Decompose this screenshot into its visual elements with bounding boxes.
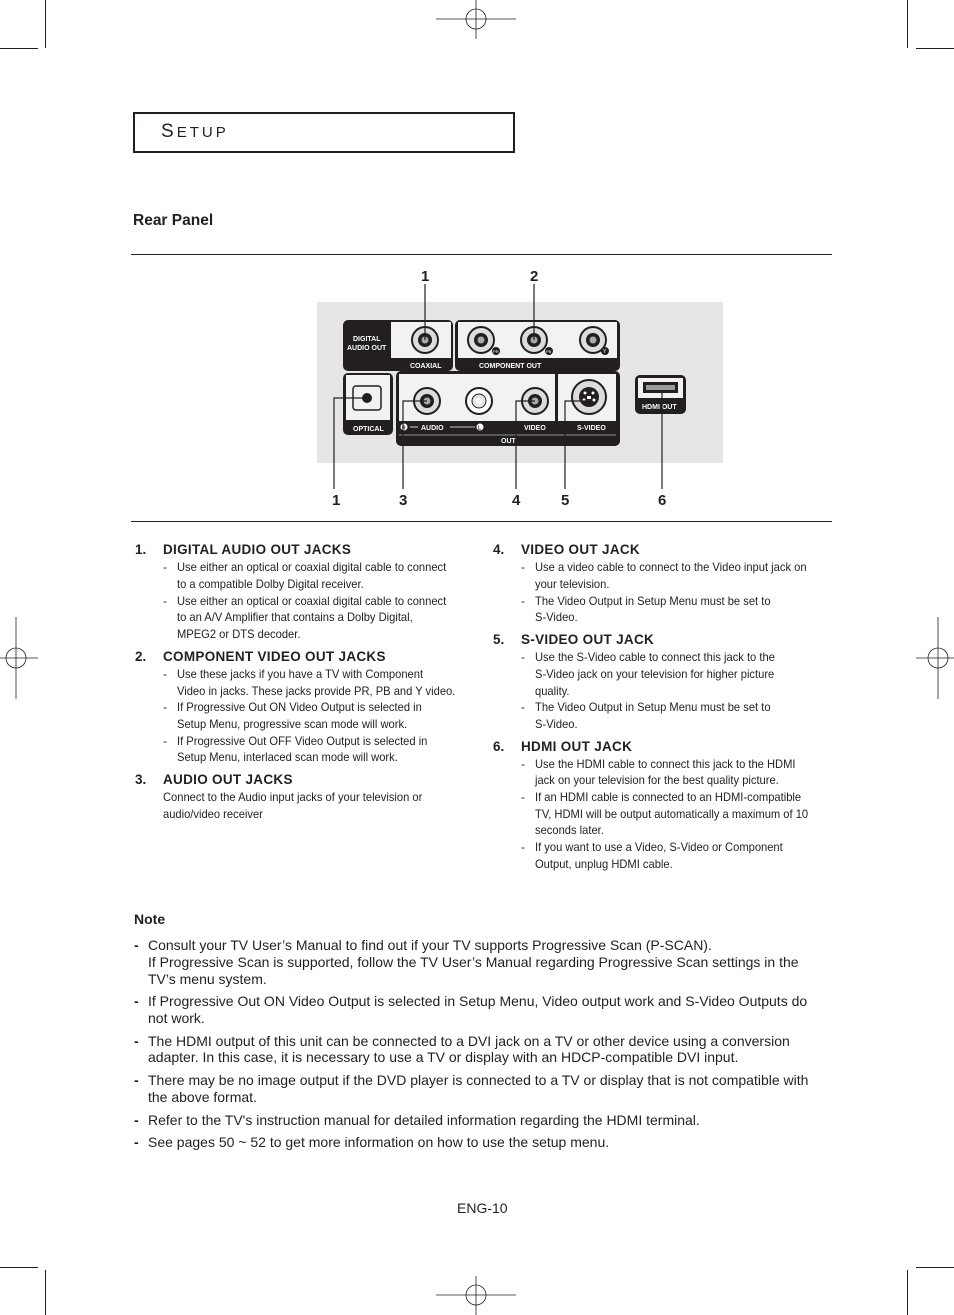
note-line: If Progressive Scan is supported, follow the TV User’s Manual regarding Progressive Scan settings in the — [148, 954, 799, 970]
divider — [131, 254, 832, 255]
note-line: not work. — [148, 1010, 205, 1026]
item-line: your television. — [535, 577, 610, 591]
item-line: Use a video cable to connect to the Video input jack on — [535, 560, 807, 574]
item-line: MPEG2 or DTS decoder. — [177, 627, 301, 641]
coaxial-label: COAXIAL — [410, 363, 442, 370]
item-line: Use either an optical or coaxial digital cable to connect — [177, 560, 447, 574]
item-title: HDMI OUT JACK — [521, 739, 633, 754]
item-line: Connect to the Audio input jacks of your television or — [163, 790, 423, 804]
bullet-dash: - — [521, 650, 525, 664]
registration-mark — [434, 1276, 518, 1315]
note-title: Note — [134, 911, 166, 927]
rear-panel-diagram — [300, 262, 740, 514]
item-line: seconds later. — [535, 823, 604, 837]
bullet-dash: - — [134, 937, 139, 953]
divider — [131, 521, 832, 522]
hdmi-out-label: HDMI OUT — [642, 404, 677, 411]
item-number: 1. — [135, 542, 147, 557]
bullet-dash: - — [163, 560, 167, 574]
note-line: Refer to the TV's instruction manual for detailed information regarding the HDMI terminal. — [148, 1112, 700, 1128]
item-line: Setup Menu, interlaced scan mode will work. — [177, 750, 398, 764]
bullet-dash: - — [521, 790, 525, 804]
callout-number: 1 — [332, 492, 341, 509]
item-line: S-Video. — [535, 610, 578, 624]
crop-mark — [916, 48, 954, 49]
item-title: VIDEO OUT JACK — [521, 542, 640, 557]
s-video-label: S-VIDEO — [577, 425, 606, 432]
r-marker: R — [402, 425, 406, 432]
item-line: S-Video. — [535, 717, 578, 731]
item-title: AUDIO OUT JACKS — [163, 772, 293, 787]
bullet-dash: - — [521, 700, 525, 714]
digital-audio-label: AUDIO OUT — [347, 345, 387, 352]
note-line: The HDMI output of this unit can be connected to a DVI jack on a TV or other device using a conversion — [148, 1033, 790, 1049]
item-line: TV, HDMI will be output automatically a maximum of 10 — [535, 807, 809, 821]
item-title: S-VIDEO OUT JACK — [521, 632, 655, 647]
bullet-dash: - — [134, 1072, 139, 1088]
item-line: Use the S-Video cable to connect this jack to the — [535, 650, 775, 664]
callout-number: 6 — [658, 492, 667, 509]
bullet-dash: - — [134, 993, 139, 1009]
video-label: VIDEO — [524, 425, 546, 432]
item-line: to an A/V Amplifier that contains a Dolby Digital, — [177, 610, 413, 624]
page-title: Rear Panel — [133, 212, 214, 229]
item-number: 4. — [493, 542, 505, 557]
item-line: jack on your television for the best quality picture. — [535, 773, 779, 787]
note-line: Consult your TV User’s Manual to find out if your TV supports Progressive Scan (P-SCAN). — [148, 937, 712, 953]
registration-mark — [434, 0, 518, 40]
bullet-dash: - — [521, 840, 525, 854]
bullet-dash: - — [134, 1033, 139, 1049]
crop-mark — [916, 1267, 954, 1268]
callout-number: 4 — [512, 492, 521, 509]
item-number: 5. — [493, 632, 505, 647]
item-line: to a compatible Dolby Digital receiver. — [177, 577, 364, 591]
item-line: Use the HDMI cable to connect this jack to the HDMI — [535, 757, 796, 771]
note-line: adapter. In this case, it is necessary to use a TV or display with an HDCP-compatible DVI input. — [148, 1049, 739, 1065]
audio-label: AUDIO — [421, 425, 444, 432]
item-line: The Video Output in Setup Menu must be set to — [535, 700, 771, 714]
registration-mark — [914, 617, 954, 699]
l-marker: L — [478, 425, 482, 432]
bullet-dash: - — [163, 667, 167, 681]
component-out-label: COMPONENT OUT — [479, 363, 542, 370]
registration-mark — [0, 617, 40, 699]
callout-number: 3 — [399, 492, 408, 509]
item-line: quality. — [535, 684, 570, 698]
item-number: 3. — [135, 772, 147, 787]
note-line: the above format. — [148, 1089, 257, 1105]
bullet-dash: - — [134, 1112, 139, 1128]
item-line: If an HDMI cable is connected to an HDMI-compatible — [535, 790, 802, 804]
bullet-dash: - — [521, 594, 525, 608]
optical-label: OPTICAL — [353, 426, 384, 433]
bullet-dash: - — [521, 560, 525, 574]
item-number: 6. — [493, 739, 505, 754]
out-label: OUT — [501, 438, 516, 445]
crop-mark — [907, 1270, 908, 1315]
bullet-dash: - — [134, 1134, 139, 1150]
bullet-dash: - — [521, 757, 525, 771]
item-line: If you want to use a Video, S-Video or Component — [535, 840, 783, 854]
item-line: Use either an optical or coaxial digital cable to connect — [177, 594, 447, 608]
y-marker: Y — [603, 349, 607, 355]
item-line: Video in jacks. These jacks provide PR, PB and Y video. — [177, 684, 456, 698]
note-line: See pages 50 ~ 52 to get more information on how to use the setup menu. — [148, 1134, 610, 1150]
note-line: If Progressive Out ON Video Output is selected in Setup Menu, Video output work and S-Video Outputs do — [148, 993, 808, 1009]
item-line: Output, unplug HDMI cable. — [535, 857, 673, 871]
note-line: There may be no image output if the DVD player is connected to a TV or display that is not compatible with — [148, 1072, 809, 1088]
item-line: If Progressive Out ON Video Output is selected in — [177, 700, 422, 714]
crop-mark — [0, 48, 38, 49]
item-number: 2. — [135, 649, 147, 664]
item-line: Use these jacks if you have a TV with Component — [177, 667, 424, 681]
crop-mark — [45, 0, 46, 48]
item-line: If Progressive Out OFF Video Output is selected in — [177, 734, 428, 748]
item-line: audio/video receiver — [163, 807, 263, 821]
bullet-dash: - — [163, 594, 167, 608]
digital-audio-label: DIGITAL — [353, 336, 381, 343]
pr-marker: PR — [493, 349, 499, 354]
crop-mark — [45, 1270, 46, 1315]
crop-mark — [0, 1267, 38, 1268]
item-title: DIGITAL AUDIO OUT JACKS — [163, 542, 352, 557]
callout-number: 1 — [421, 268, 430, 285]
item-title: COMPONENT VIDEO OUT JACKS — [163, 649, 386, 664]
bullet-dash: - — [163, 700, 167, 714]
pb-marker: PB — [546, 349, 552, 354]
callout-number: 2 — [530, 268, 539, 285]
item-line: The Video Output in Setup Menu must be set to — [535, 594, 771, 608]
callout-number: 5 — [561, 492, 570, 509]
item-line: S-Video jack on your television for higher picture — [535, 667, 775, 681]
crop-mark — [907, 0, 908, 48]
section-header-title: SETUP — [161, 121, 229, 142]
note-line: TV’s menu system. — [148, 971, 267, 987]
page-number: ENG-10 — [457, 1200, 508, 1216]
item-line: Setup Menu, progressive scan mode will work. — [177, 717, 408, 731]
bullet-dash: - — [163, 734, 167, 748]
